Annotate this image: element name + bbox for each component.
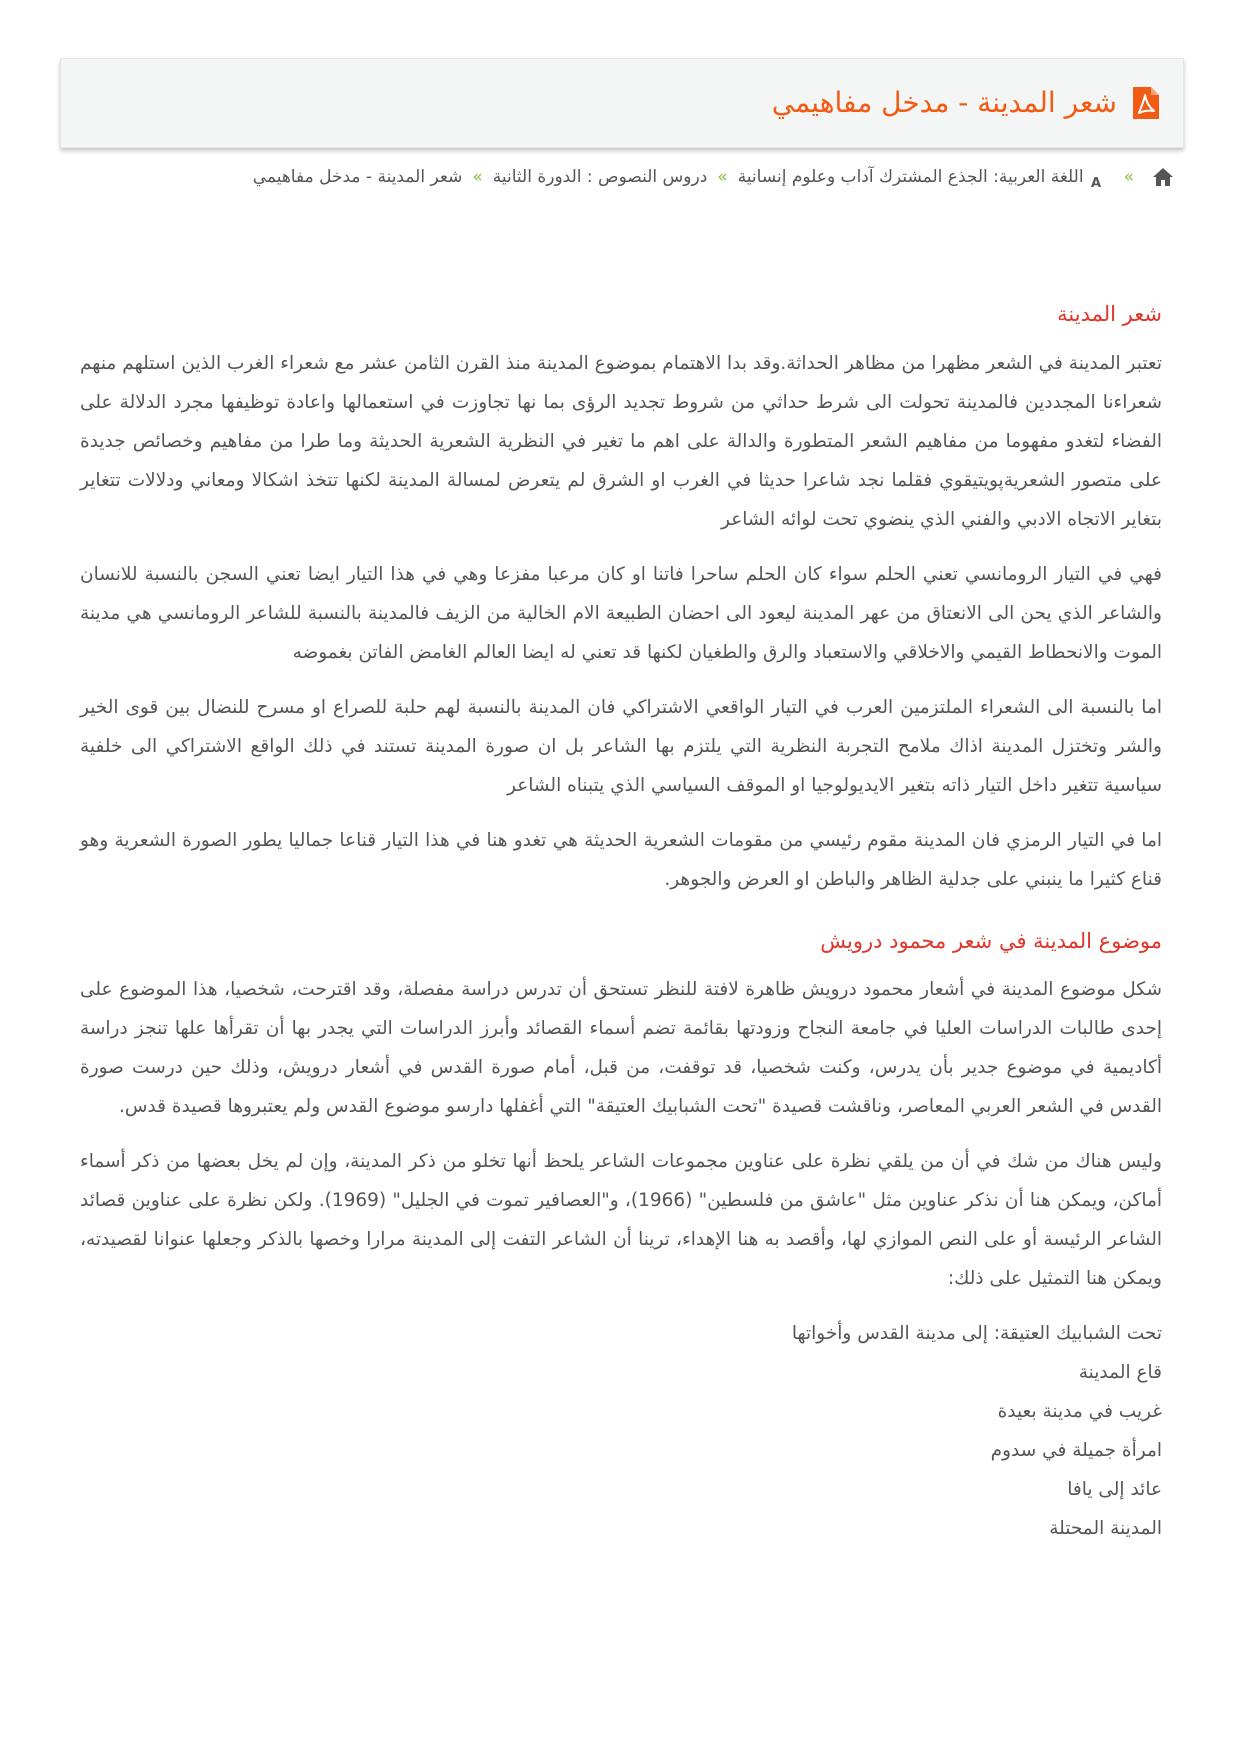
translate-icon — [1090, 166, 1114, 188]
pdf-icon[interactable] — [1131, 85, 1161, 121]
section-heading-city-poetry: شعر المدينة — [1057, 302, 1162, 326]
poem-title: قاع المدينة — [1078, 1362, 1162, 1384]
breadcrumb-separator: » — [1123, 167, 1134, 187]
poem-list — [80, 1314, 1162, 1548]
home-icon[interactable] — [1152, 167, 1174, 187]
breadcrumb-separator: » — [717, 167, 728, 187]
page-title: شعر المدينة - مدخل مفاهيمي — [771, 86, 1117, 119]
poem-title: عائد إلى يافا — [1067, 1479, 1162, 1501]
section-heading-darwish: موضوع المدينة في شعر محمود درويش — [820, 928, 1162, 953]
poem-title: تحت الشبابيك العتيقة: إلى مدينة القدس وأخواتها — [791, 1323, 1162, 1345]
svg-text:A: A — [1090, 176, 1101, 188]
breadcrumb-item-current: شعر المدينة - مدخل مفاهيمي — [252, 167, 463, 187]
paragraph: اما بالنسبة الى الشعراء الملتزمين العرب في التيار الواقعي الاشتراكي فان المدينة بالنسبة لهم حلبة للصراع او مسرح للنضال بين قوى الخير والشر وتختزل المدينة اذاك ملامح التجربة النظرية التي يلتزم بها الشاعر بل ان صورة المدينة تستند في ذلك الواقع الاشتراكي الى خلفية سياسية تتغير داخل التيار ذاته بتغير الايديولوجيا او الموقف السياسي الذي يتبناه الشاعر — [80, 696, 1162, 796]
paragraph: فهي في التيار الرومانسي تعني الحلم سواء كان الحلم ساحرا فاتنا او كان مرعبا مفزعا وهي في هذا التيار ايضا تعني السجن بالنسبة للانسان والشاعر الذي يحن الى الانعتاق من عهر المدينة ليعود الى احضان الطبيعة الام الخالية من الزيف فالمدينة بالنسبة للشاعر الرومانسي هي مدينة الموت والانحطاط القيمي والاخلاقي والاستعباد والرق والطغيان لكنها قد تعني له ايضا العالم الغامض الفاتن بغموضه — [80, 563, 1162, 663]
breadcrumb-separator: » — [472, 167, 483, 187]
paragraph: وليس هناك من شك في أن من يلقي نظرة على عناوين مجموعات الشاعر يلحظ أنها تخلو من ذكر المدينة، وإن لم يخل بعضها من ذكر أسماء أماكن، ويمكن هنا أن نذكر عناوين مثل "عاشق من فلسطين" (1966)، و"العصافير تموت في الجليل" (1969). ولكن نظرة على عناوين قصائد الشاعر الرئيسة أو على النص الموازي لها، وأقصد به هنا الإهداء، ترينا أن الشاعر التفت إلى المدينة مرارا وخصها بالذكر وجعلها عنوانا لقصيدته، ويمكن هنا التمثيل على ذلك: — [80, 1151, 1162, 1290]
paragraph: شكل موضوع المدينة في أشعار محمود درويش ظاهرة لافتة للنظر تستحق أن تدرس دراسة مفصلة، وقد اقترحت، شخصيا، هذا الموضوع على إحدى طالبات الدراسات العليا في جامعة النجاح وزودتها بقائمة تضم أسماء القصائد وأبرز الدراسات التي يجدر بها أن تقرأها علها تنجز دراسة أكاديمية في موضوع جدير بأن يدرس، وكنت شخصيا، قد توقفت، من قبل، أمام صورة القدس في أشعار درويش، وذلك حين درست صورة القدس في الشعر العربي المعاصر، وناقشت قصيدة "تحت الشبابيك العتيقة" التي أغفلها دارسو موضوع القدس ولم يعتبروها قصيدة قدس. — [80, 979, 1162, 1118]
poem-title: المدينة المحتلة — [1049, 1518, 1162, 1540]
paragraph: تعتبر المدينة في الشعر مظهرا من مظاهر الحداثة.وقد بدا الاهتمام بموضوع المدينة منذ القرن الثامن عشر مع شعراء الغرب الذين استلهم منهم شعراءنا المجددين فالمدينة تحولت الى شرط حداثي من شروط تجديد الرؤى بما نها تجاوزت في استعمالها واعادة توظيفها مجرد الدلالة على الفضاء لتغدو مفهوما من مفاهيم الشعر المتطورة والدالة على اهم ما تغير في النظرية الشعرية الحديثة وما طرا من مفاهيم وخصائص جديدة على متصور الشعريةپويتيقوي فقلما نجد شاعرا حديثا في الغرب او الشرق لم يتعرض لمسالة المدينة لكنها تتخذ اشكالا ومعاني ودلالات تتغاير بتغاير الاتجاه الادبي والفني الذي ينضوي تحت لوائه الشاعر — [80, 352, 1162, 530]
breadcrumb-item-arabic-course[interactable]: اللغة العربية: الجذع المشترك آداب وعلوم إنسانية — [737, 167, 1084, 187]
poem-title: امرأة جميلة في سدوم — [990, 1440, 1162, 1462]
article-content — [80, 298, 1162, 1564]
paragraph: اما في التيار الرمزي فان المدينة مقوم رئيسي من مقومات الشعرية الحديثة هي تغدو هنا في هذا التيار قناعا جماليا يطور الصورة الشعرية وهو قناع كثيرا ما ينبني على جدلية الظاهر والباطن او العرض والجوهر. — [80, 829, 1162, 890]
title-bar — [60, 58, 1184, 148]
breadcrumb-item-text-lessons[interactable]: دروس النصوص : الدورة الثانية — [492, 167, 708, 187]
poem-title: غريب في مدينة بعيدة — [997, 1401, 1162, 1423]
breadcrumb — [253, 166, 1174, 188]
